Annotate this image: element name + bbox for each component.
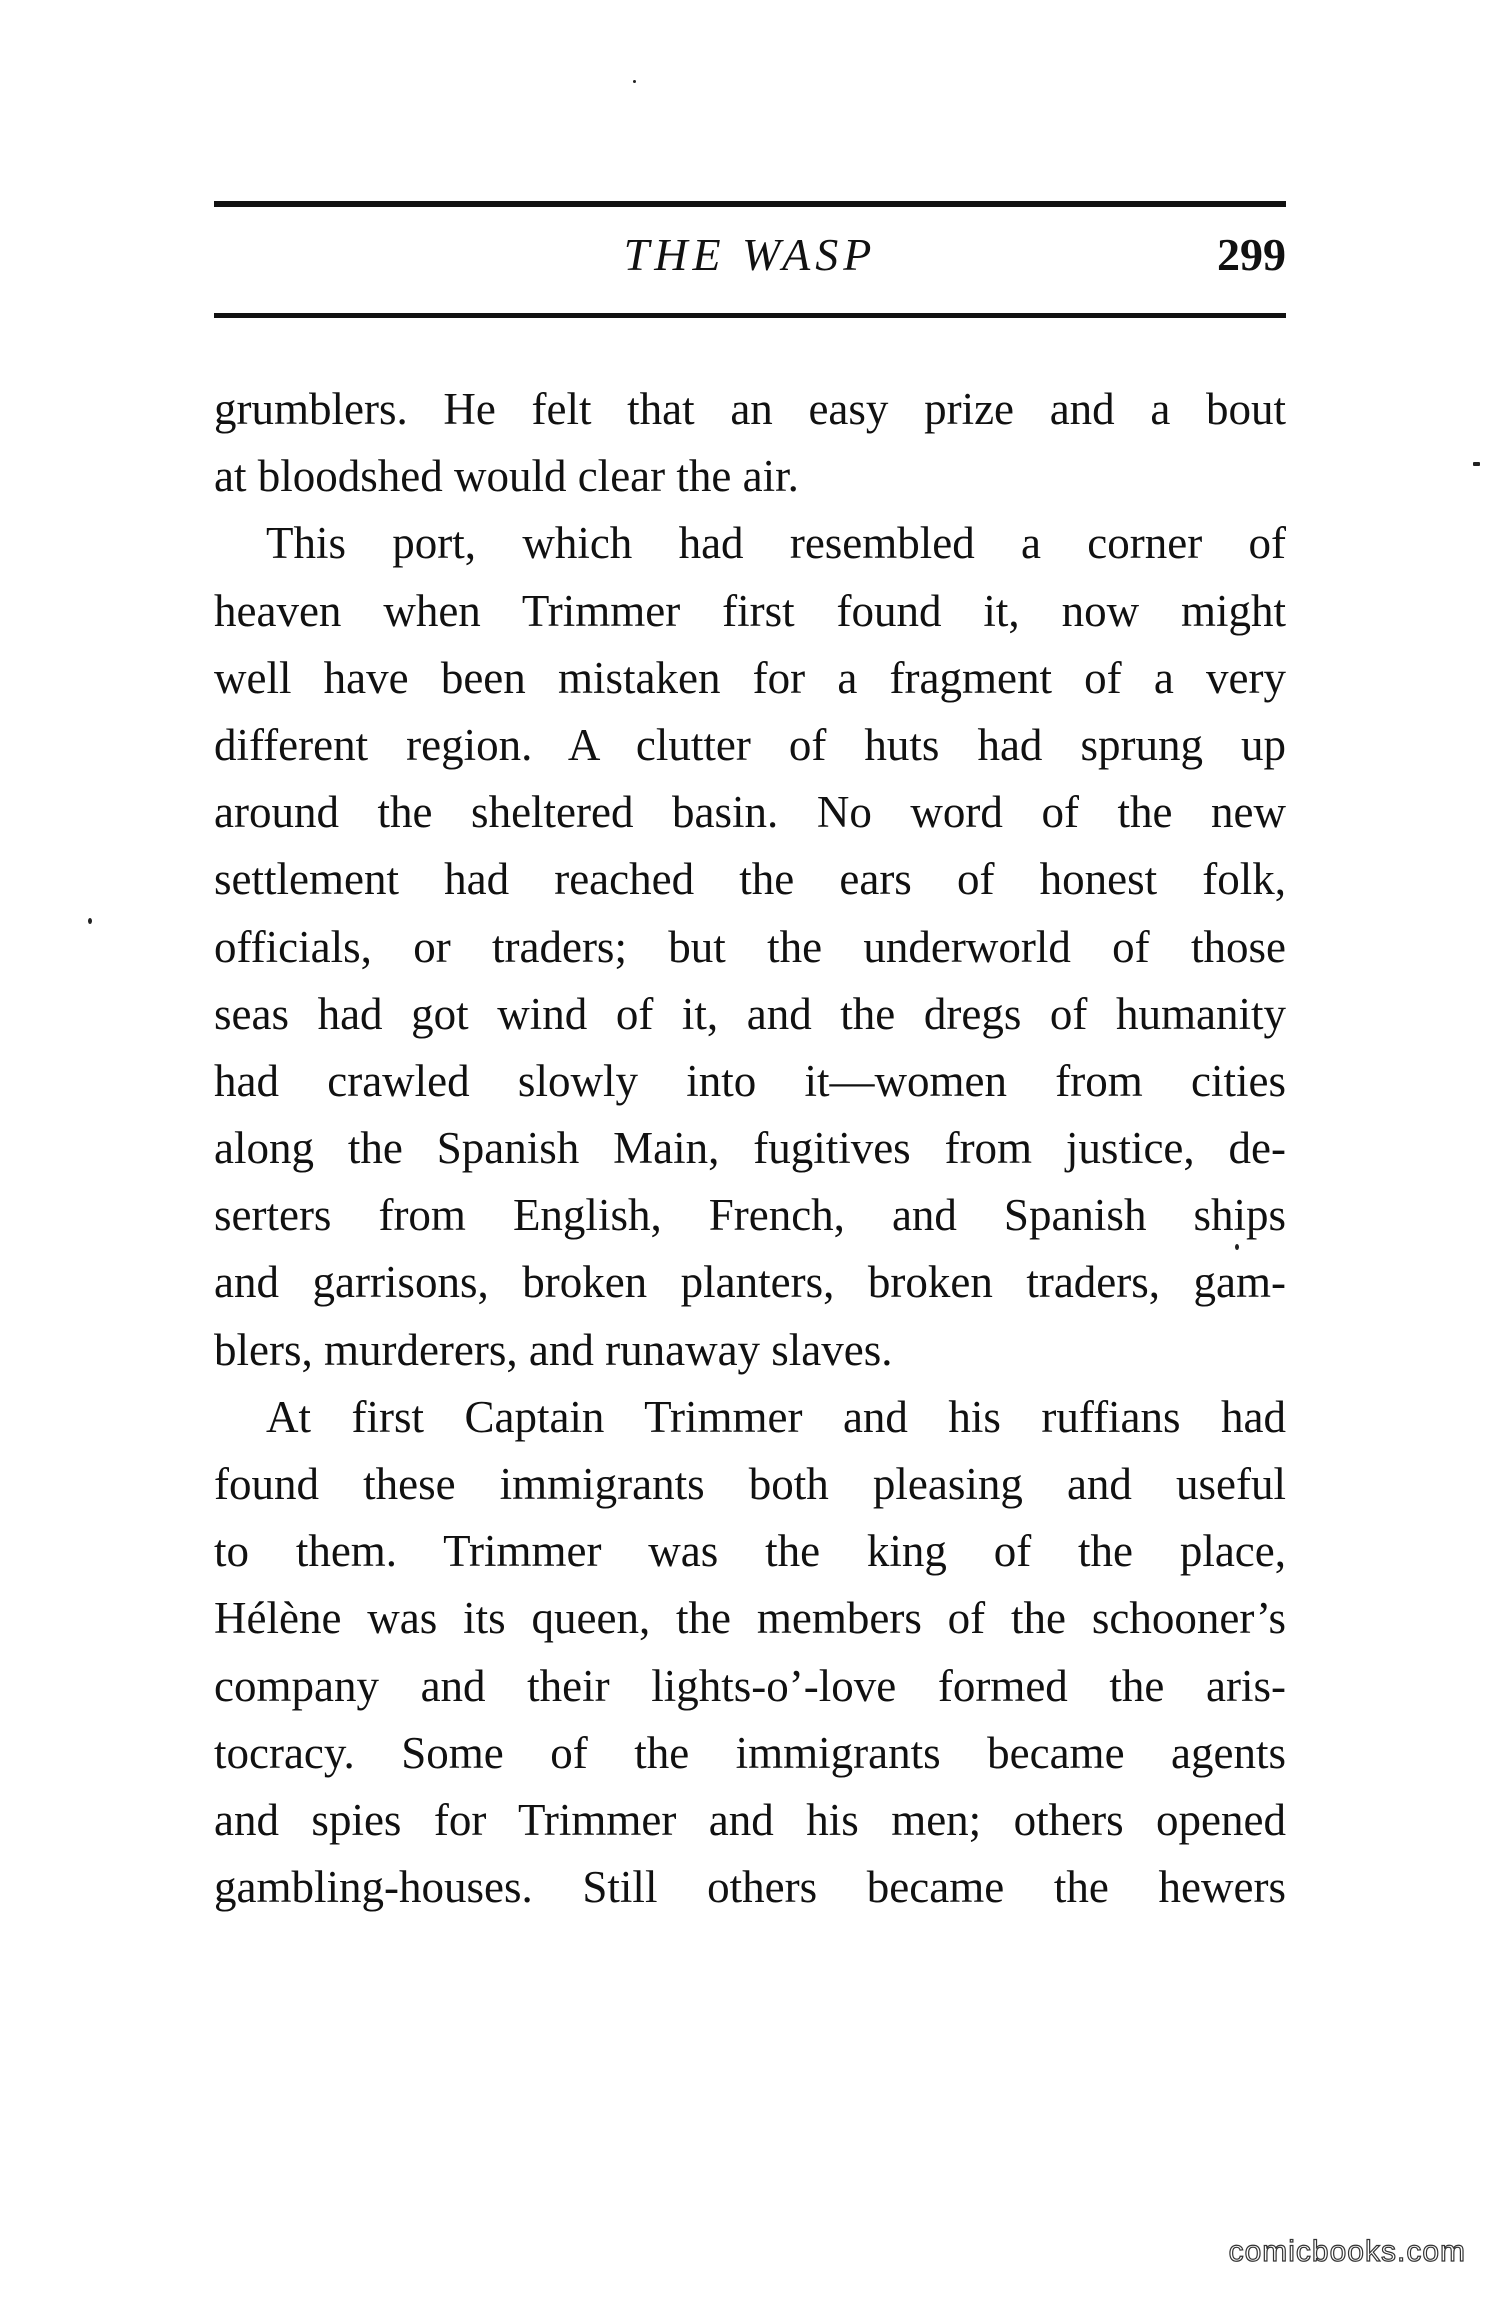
text-line: and garrisons, broken planters, broken traders, gam-	[214, 1257, 1286, 1308]
text-line: well have been mistaken for a fragment of a very	[214, 652, 1286, 703]
text-line: officials, or traders; but the underworld of those	[214, 921, 1286, 972]
text-line: At first Captain Trimmer and his ruffians had	[266, 1391, 1286, 1442]
text-line: seas had got wind of it, and the dregs of humanity	[214, 988, 1286, 1039]
text-line: around the sheltered basin. No word of the new	[214, 787, 1286, 838]
text-line: gambling-houses. Still others became the hewers	[214, 1862, 1286, 1913]
running-title: THE WASP	[623, 229, 877, 280]
text-line: found these immigrants both pleasing and useful	[214, 1459, 1286, 1509]
running-header	[214, 225, 1286, 295]
scan-speck	[1235, 1244, 1239, 1250]
text-line: settlement had reached the ears of honest folk,	[214, 854, 1286, 905]
text-line: at bloodshed would clear the air.	[214, 451, 799, 502]
page-number: 299	[1217, 229, 1286, 280]
watermark: comicbooks.com	[1228, 2235, 1466, 2268]
text-line: This port, which had resembled a corner of	[266, 518, 1286, 569]
text-line: tocracy. Some of the immigrants became agents	[214, 1727, 1286, 1778]
text-line: blers, murderers, and runaway slaves.	[214, 1324, 893, 1375]
scan-speck	[1473, 462, 1480, 466]
body-text	[214, 376, 1286, 1921]
text-line: and spies for Trimmer and his men; others opened	[214, 1794, 1286, 1845]
header-rule-top	[214, 201, 1286, 207]
text-line: along the Spanish Main, fugitives from justice, de-	[214, 1123, 1286, 1174]
header-rule-bottom	[214, 313, 1286, 318]
text-line: to them. Trimmer was the king of the place,	[214, 1526, 1286, 1577]
text-line: had crawled slowly into it—women from cities	[214, 1055, 1286, 1106]
text-line: different region. A clutter of huts had sprung up	[214, 719, 1286, 770]
scan-speck	[633, 80, 636, 83]
scan-speck	[88, 918, 92, 924]
text-line: company and their lights-o’-love formed the aris-	[214, 1660, 1286, 1711]
text-line: grumblers. He felt that an easy prize and a bout	[214, 384, 1286, 434]
text-line: heaven when Trimmer first found it, now might	[214, 585, 1286, 636]
text-line: Hélène was its queen, the members of the schooner’s	[214, 1593, 1286, 1644]
text-line: serters from English, French, and Spanish ships	[214, 1190, 1286, 1241]
